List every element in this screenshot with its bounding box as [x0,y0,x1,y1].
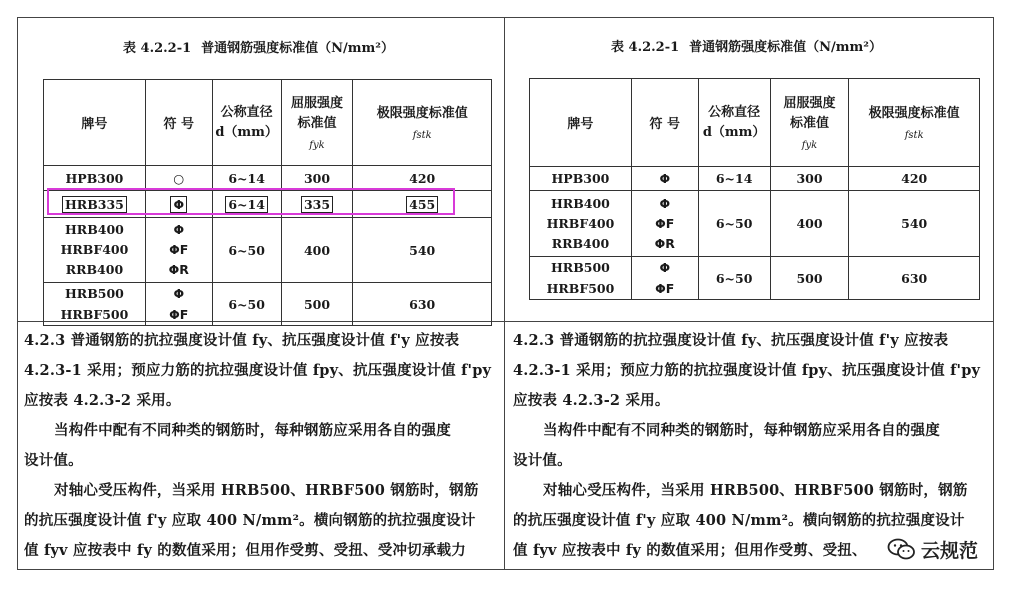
table-number: 表 4.2.2-1 [611,40,680,55]
header-diameter [698,79,770,167]
text-line: 4.2.3-1 采用；预应力筋的抗拉强度设计值 fpy、抗压强度设计值 f'py [513,362,981,379]
panel-divider [504,17,505,570]
table-number: 表 4.2.2-1 [123,41,192,56]
yield-value-boxed: 335 [301,196,333,213]
header-ultimate [353,80,492,166]
text-line: 应按表 4.2.3-2 采用。 [24,392,181,409]
header-diameter-line2: d（mm） [702,124,766,140]
diameter-cell: 6~50 [698,191,770,257]
yield-cell: 400 [281,218,353,283]
symbol-line: ΦF [169,307,189,322]
table-caption: 普通钢筋强度标准值（N/mm²） [201,41,394,56]
header-yield-line2: 标准值 [297,116,337,131]
watermark-text: 云规范 [921,539,979,562]
grade-cell: HPB300 [44,166,146,191]
diameter-value-boxed: 6~14 [225,196,268,213]
symbol-cell: Φ [631,167,698,191]
header-symbol: 符 号 [631,79,698,167]
grade-line: HRBF500 [546,281,615,296]
wechat-icon [887,537,917,561]
symbol-cell: ○ [145,166,212,191]
ultimate-cell: 420 [353,166,492,191]
header-ultimate [849,79,980,167]
grade-line: HRB400 [65,222,124,237]
yield-cell: 300 [770,167,849,191]
symbol-cell [145,218,212,283]
header-symbol: 符 号 [145,80,212,166]
right-strength-table [529,78,980,300]
grade-cell [44,218,146,283]
left-text-block [24,326,491,566]
right-table-text-divider [505,321,994,322]
symbol-line: ΦF [655,215,675,231]
symbol-line: Φ [659,260,671,275]
grade-line: RRB400 [65,262,124,277]
table-row [530,191,980,257]
grade-line: HRBF400 [546,215,615,231]
grade-line: HRBF500 [60,307,129,322]
table-row [530,167,980,191]
grade-line: HRB500 [551,260,610,275]
grade-cell [44,283,146,326]
ultimate-cell: 540 [849,191,980,257]
header-yield-line1: 屈服强度 [291,96,344,111]
grade-line: HRB500 [65,286,124,301]
text-line: 对轴心受压构件，当采用 HRB500、HRBF500 钢筋时，钢筋 [54,482,479,499]
header-ultimate-line1: 极限强度标准值 [376,106,468,121]
right-text-block [513,326,980,566]
left-table-title [123,37,394,56]
text-line: 设计值。 [24,452,83,469]
header-yield [281,80,353,166]
symbol-line: Φ [659,195,671,211]
table-row [44,218,492,283]
right-table-title [611,36,882,55]
text-line: 设计值。 [513,452,572,469]
text-line: 当构件中配有不同种类的钢筋时，每种钢筋应采用各自的强度 [543,422,940,439]
grade-line: RRB400 [551,235,610,251]
grade-line: HRB400 [551,195,610,211]
symbol-line: ΦF [169,242,189,257]
header-diameter-line2: d（mm） [215,124,278,140]
grade-value-boxed: HRB335 [62,196,127,213]
header-diameter [212,80,281,166]
table-header-row [44,80,492,166]
symbol-line: ΦR [168,262,189,277]
yield-cell: 400 [770,191,849,257]
header-grade: 牌号 [44,80,146,166]
ultimate-cell: 540 [353,218,492,283]
grade-cell: HPB300 [530,167,632,191]
text-line: 4.2.3 普通钢筋的抗拉强度设计值 fy、抗压强度设计值 f'y 应按表 [513,332,949,349]
diameter-cell: 6~14 [698,167,770,191]
diameter-cell: 6~50 [698,257,770,300]
header-diameter-line1: 公称直径 [220,104,273,120]
grade-cell [530,191,632,257]
ultimate-cell: 420 [849,167,980,191]
text-line: 值 fyv 应按表中 fy 的数值采用；但用作受剪、受扭、受冲切承载力 [24,542,466,559]
yield-cell: 500 [281,283,353,326]
text-line: 4.2.3-1 采用；预应力筋的抗拉强度设计值 fpy、抗压强度设计值 f'py [24,362,492,379]
symbol-line: ΦF [655,281,675,296]
diameter-cell: 6~50 [212,218,281,283]
table-caption: 普通钢筋强度标准值（N/mm²） [689,40,882,55]
text-line: 当构件中配有不同种类的钢筋时，每种钢筋应采用各自的强度 [54,422,451,439]
header-yield [770,79,849,167]
table-row [44,283,492,326]
grade-cell [530,257,632,300]
symbol-line: Φ [173,222,185,237]
yield-cell: 500 [770,257,849,300]
header-grade: 牌号 [530,79,632,167]
text-line: 的抗压强度设计值 f'y 应取 400 N/mm²。横向钢筋的抗拉强度设计 [24,512,476,529]
symbol-cell [631,257,698,300]
header-ultimate-symbol: fstk [904,130,924,141]
header-yield-line1: 屈服强度 [783,96,836,111]
ultimate-value-boxed: 455 [406,196,438,213]
ultimate-cell: 630 [849,257,980,300]
ultimate-cell: 630 [353,283,492,326]
table-row [530,257,980,300]
header-ultimate-line1: 极限强度标准值 [868,106,960,121]
diameter-cell: 6~14 [212,166,281,191]
yield-cell: 300 [281,166,353,191]
symbol-line: ΦR [654,235,675,251]
highlight-box [47,188,455,215]
header-yield-symbol: fyk [801,140,818,151]
diameter-cell: 6~50 [212,283,281,326]
table-row [44,166,492,191]
grade-line: HRBF400 [60,242,129,257]
text-line: 4.2.3 普通钢筋的抗拉强度设计值 fy、抗压强度设计值 f'y 应按表 [24,332,460,349]
header-yield-symbol: fyk [309,140,325,151]
header-ultimate-symbol: fstk [412,130,432,141]
watermark [887,533,978,565]
table-header-row [530,79,980,167]
text-line: 对轴心受压构件，当采用 HRB500、HRBF500 钢筋时，钢筋 [543,482,968,499]
text-line: 应按表 4.2.3-2 采用。 [513,392,670,409]
symbol-line: Φ [173,286,185,301]
symbol-cell [145,283,212,326]
header-yield-line2: 标准值 [789,116,829,131]
text-line: 值 fyv 应按表中 fy 的数值采用；但用作受剪、受扭、 [513,542,867,559]
header-diameter-line1: 公称直径 [708,104,761,120]
text-line: 的抗压强度设计值 f'y 应取 400 N/mm²。横向钢筋的抗拉强度设计 [513,512,965,529]
symbol-cell [631,191,698,257]
symbol-value-boxed: Φ [170,196,187,213]
